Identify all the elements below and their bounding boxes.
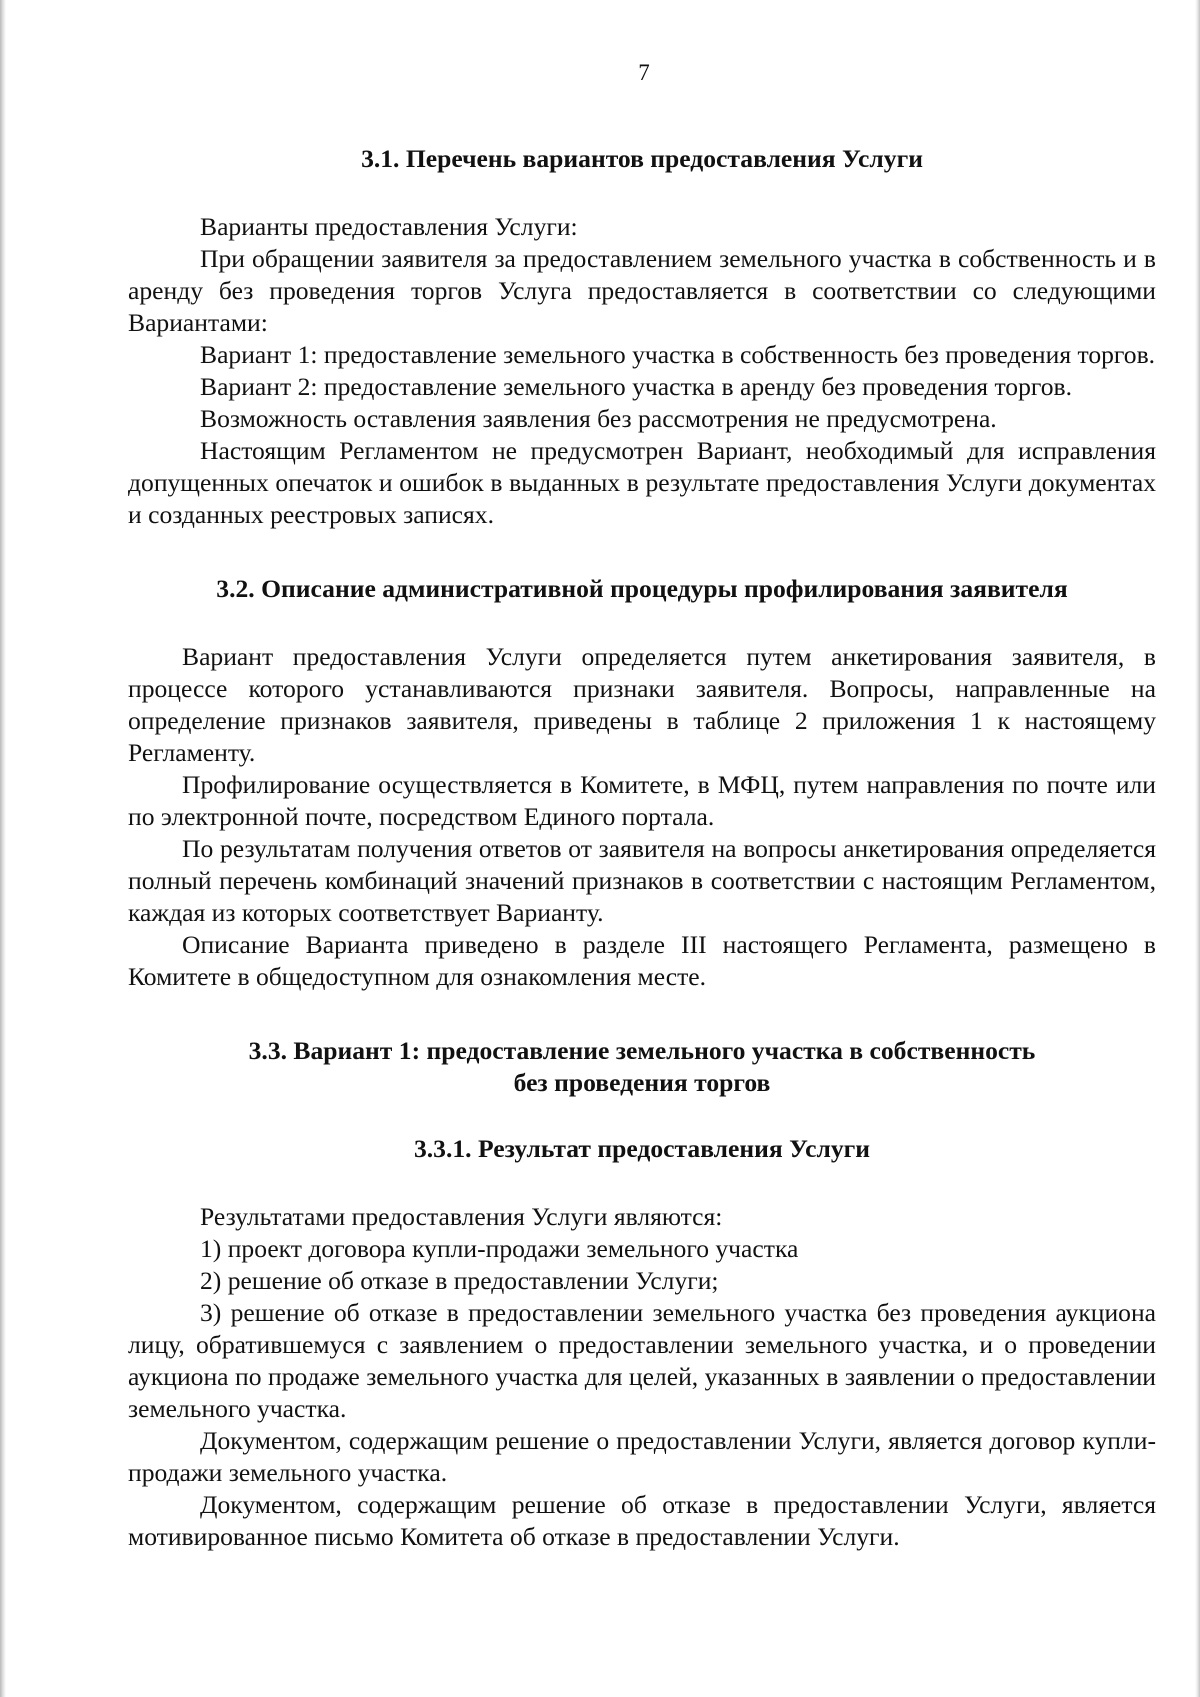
section-3-3-1-title: 3.3.1. Результат предоставления Услуги <box>413 1134 871 1163</box>
list-item: 1) проект договора купли-продажи земельного участка <box>200 1234 799 1263</box>
scan-edge-right <box>1195 0 1200 1697</box>
scan-edge-left <box>0 0 6 1697</box>
document-body <box>128 143 1156 1553</box>
section-3-1-body <box>128 211 1156 531</box>
section-3-3-title <box>128 1035 1156 1099</box>
section-3-2-title: 3.2. Описание административной процедуры профилирования заявителя <box>216 574 1068 603</box>
paragraph: Вариант предоставления Услуги определяется путем анкетирования заявителя, в процессе которого устанавливаются признаки заявителя. Вопросы, направленные на определение признаков заявителя, приведены в таблице 2 приложения 1 к настоящему Регламенту. <box>128 642 1156 767</box>
paragraph: Возможность оставления заявления без рассмотрения не предусмотрена. <box>200 404 997 433</box>
paragraph: Документом, содержащим решение о предоставлении Услуги, является договор купли-продажи земельного участка. <box>128 1426 1156 1487</box>
paragraph: По результатам получения ответов от заявителя на вопросы анкетирования определяется полный перечень комбинаций значений признаков в соответствии с настоящим Регламентом, каждая из которых соответствует Варианту. <box>128 834 1156 927</box>
list-item: 3) решение об отказе в предоставлении земельного участка без проведения аукциона лицу, обратившемуся с заявлением о предоставлении земельного участка, и о проведении аукциона по продаже земельного участка для целей, указанных в заявлении о предоставлении земельного участка. <box>128 1298 1156 1423</box>
paragraph: Профилирование осуществляется в Комитете, в МФЦ, путем направления по почте или по электронной почте, посредством Единого портала. <box>128 770 1156 831</box>
paragraph: Варианты предоставления Услуги: <box>200 212 578 241</box>
paragraph: Вариант 1: предоставление земельного участка в собственность без проведения торгов. <box>200 340 1156 369</box>
page-number: 7 <box>638 60 650 85</box>
paragraph: Вариант 2: предоставление земельного участка в аренду без проведения торгов. <box>200 372 1073 401</box>
section-3-3-title-line2: без проведения торгов <box>513 1068 771 1097</box>
section-3-3-1-body <box>128 1201 1156 1553</box>
paragraph: При обращении заявителя за предоставлением земельного участка в собственность и в аренду без проведения торгов Услуга предоставляется в соответствии со следующими Вариантами: <box>128 244 1156 337</box>
paragraph: Настоящим Регламентом не предусмотрен Вариант, необходимый для исправления допущенных опечаток и ошибок в выданных в результате предоставления Услуги документах и созданных реестровых записях. <box>128 436 1156 529</box>
list-item: 2) решение об отказе в предоставлении Услуги; <box>200 1266 719 1295</box>
paragraph: Описание Варианта приведено в разделе III настоящего Регламента, размещено в Комитете в общедоступном для ознакомления месте. <box>128 930 1156 991</box>
section-3-2-body <box>128 641 1156 993</box>
paragraph: Документом, содержащим решение об отказе в предоставлении Услуги, является мотивированное письмо Комитета об отказе в предоставлении Услуги. <box>128 1490 1156 1551</box>
section-3-3-title-line1: 3.3. Вариант 1: предоставление земельного участка в собственность <box>248 1036 1036 1065</box>
paragraph: Результатами предоставления Услуги являются: <box>200 1202 723 1231</box>
section-3-1-title: 3.1. Перечень вариантов предоставления Услуги <box>361 144 923 173</box>
